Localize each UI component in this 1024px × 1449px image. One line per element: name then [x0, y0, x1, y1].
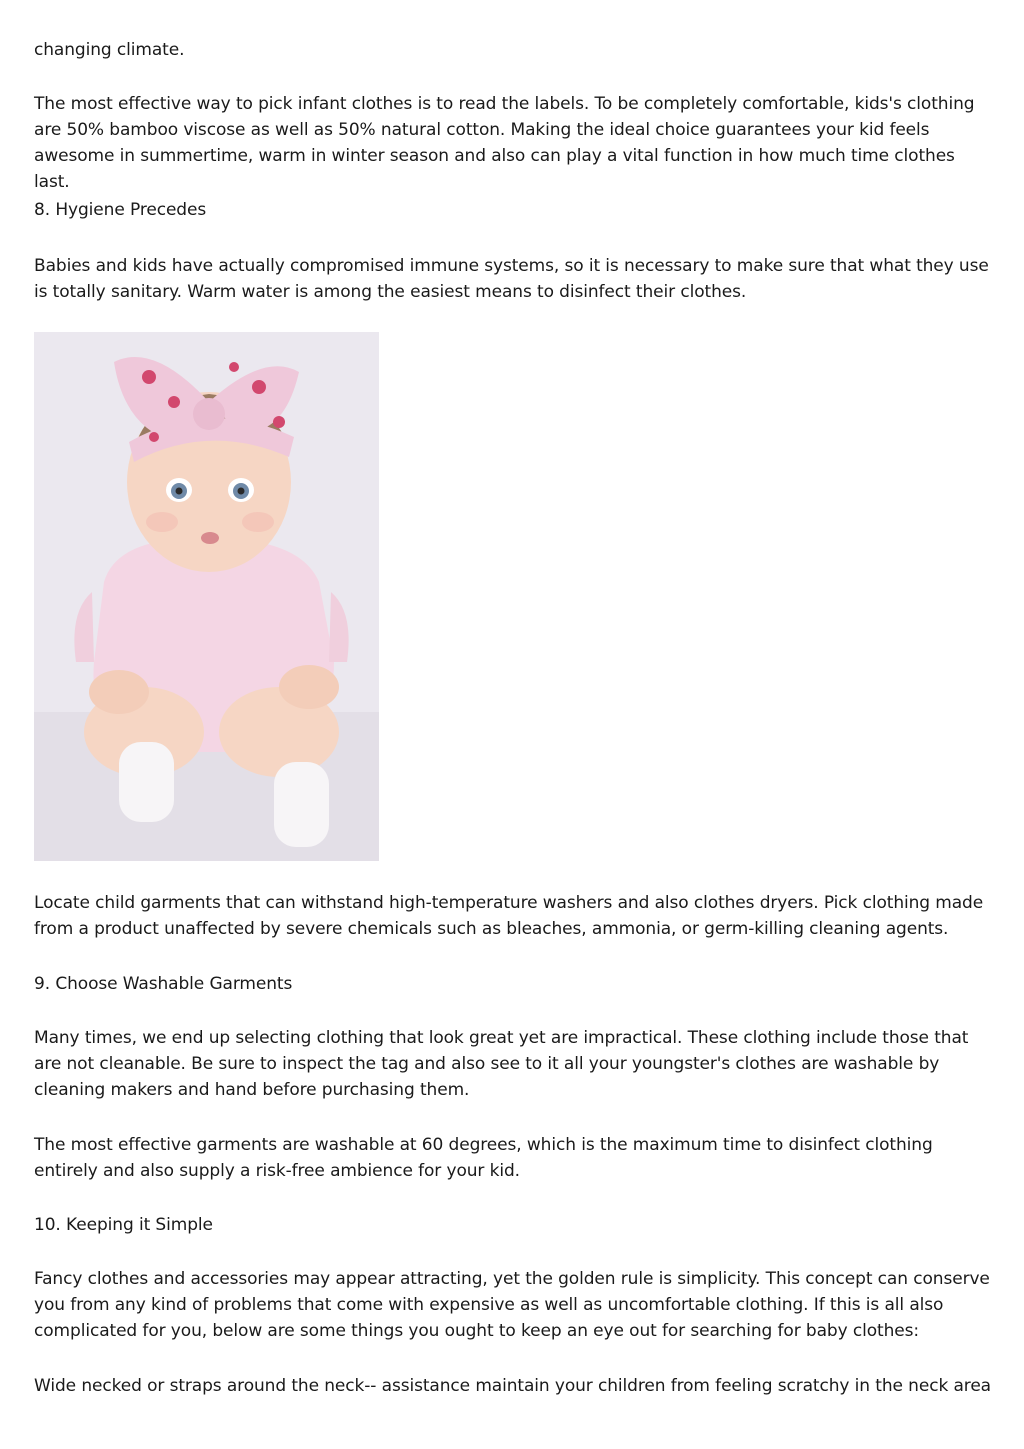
- paragraph-60-degrees: The most effective garments are washable at 60 degrees, which is the maximum time to disinfect clothing entirely and also supply a risk-free ambience for your kid.: [34, 1135, 933, 1181]
- baby-illustration: [34, 332, 379, 861]
- paragraph-fancy-clothes: Fancy clothes and accessories may appear attracting, yet the golden rule is simplicity. This concept can conserve you from any kind of problems that come with expensive as well as uncomfortable clothing. If this is all also complicated for you, below are some things you ought to keep an eye out for searching for baby clothes:: [34, 1269, 990, 1341]
- heading-keeping-simple: 10. Keeping it Simple: [34, 1215, 213, 1235]
- heading-hygiene-precedes: 8. Hygiene Precedes: [34, 200, 207, 220]
- heading-choose-washable: 9. Choose Washable Garments: [34, 974, 293, 994]
- paragraph-wide-necked: Wide necked or straps around the neck-- assistance maintain your children from feeling scratchy in the neck area: [34, 1376, 992, 1396]
- paragraph-high-temperature: Locate child garments that can withstand high-temperature washers and also clothes dryers. Pick clothing made from a product unaffected by severe chemicals such as bleaches, ammonia, or germ-killing cleaning agents.: [34, 893, 984, 939]
- baby-photo: [34, 332, 379, 861]
- paragraph-immune-systems: Babies and kids have actually compromised immune systems, so it is necessary to make sure that what they use is totally sanitary. Warm water is among the easiest means to disinfect their clothes.: [34, 256, 989, 302]
- paragraph-impractical-clothing: Many times, we end up selecting clothing that look great yet are impractical. These clothing include those that are not cleanable. Be sure to inspect the tag and also see to it all your youngster's clothes are washable by cleaning makers and hand before purchasing them.: [34, 1028, 969, 1100]
- paragraph-changing-climate: changing climate.: [34, 40, 185, 60]
- paragraph-labels: The most effective way to pick infant clothes is to read the labels. To be completely comfortable, kids's clothing are 50% bamboo viscose as well as 50% natural cotton. Making the ideal choice guarantees your kid feels awesome in summertime, warm in winter season and also can play a vital function in how much time clothes last.: [34, 94, 975, 192]
